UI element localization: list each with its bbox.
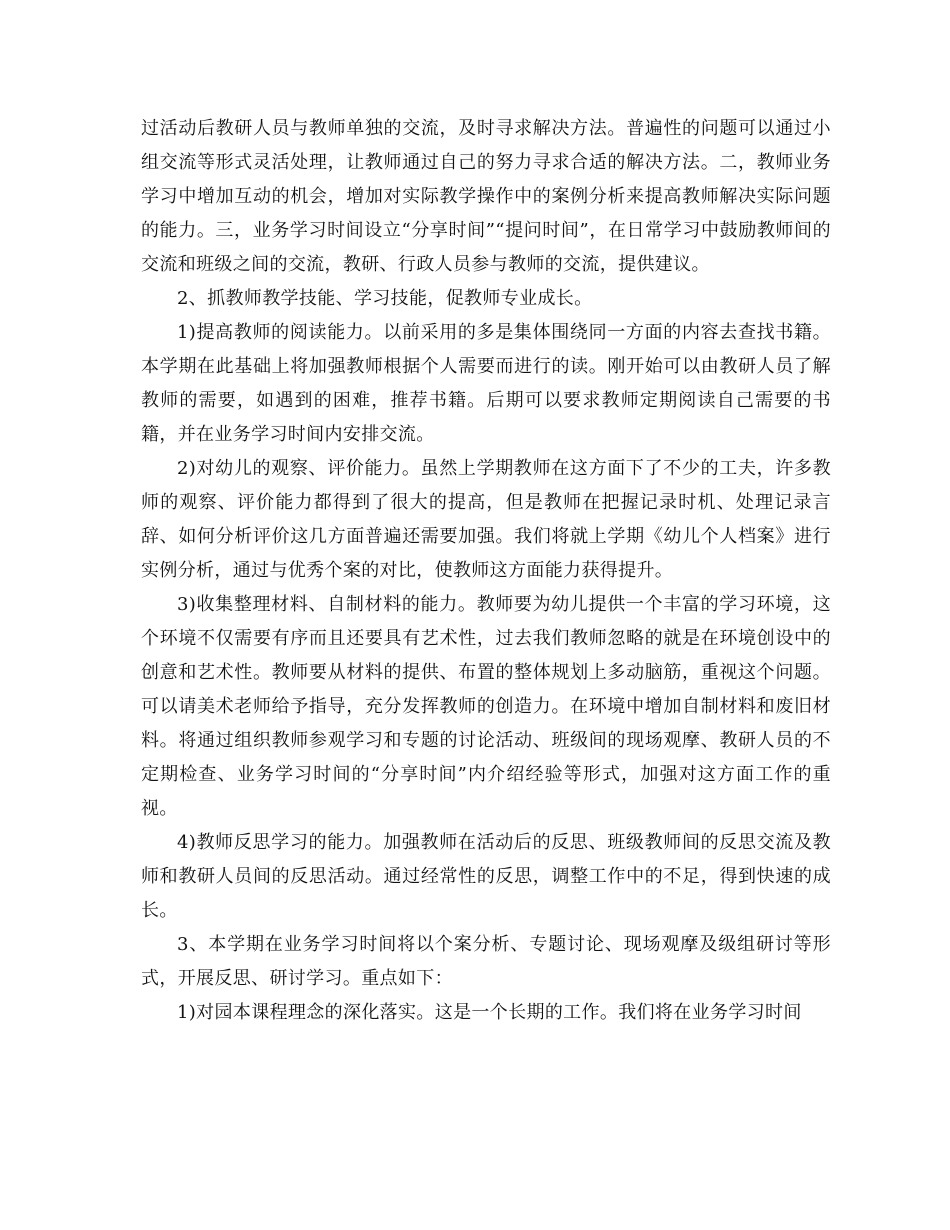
document-body [141,112,831,1030]
paragraph-continuation: 过活动后教研人员与教师单独的交流，及时寻求解决方法。普遍性的问题可以通过小组交流等形式灵活处理，让教师通过自己的努力寻求合适的解决方法。二，教师业务学习中增加互动的机会，增加对实际教学操作中的案例分析来提高教师解决实际问题的能力。三，业务学习时间设立“分享时间”“提问时间”，在日常学习中鼓励教师间的交流和班级之间的交流，教研、行政人员参与教师的交流，提供建议。 [141,118,831,275]
paragraph-section-2-heading: 2、抓教师教学技能、学习技能，促教师专业成长。 [177,288,593,309]
paragraph-reflection-ability: 4)教师反思学习的能力。加强教师在活动后的反思、班级教师间的反思交流及教师和教研人员间的反思活动。通过经常性的反思，调整工作中的不足，得到快速的成长。 [141,832,831,921]
paragraph-curriculum-concept: 1)对园本课程理念的深化落实。这是一个长期的工作。我们将在业务学习时间 [177,1002,802,1023]
paragraph-observation-ability: 2)对幼儿的观察、评价能力。虽然上学期教师在这方面下了不少的工夫，许多教师的观察、评价能力都得到了很大的提高，但是教师在把握记录时机、处理记录言辞、如何分析评价这几方面普遍还需要加强。我们将就上学期《幼儿个人档案》进行实例分析，通过与优秀个案的对比，使教师这方面能力获得提升。 [141,458,831,581]
paragraph-reading-ability: 1)提高教师的阅读能力。以前采用的多是集体围绕同一方面的内容去查找书籍。本学期在此基础上将加强教师根据个人需要而进行的读。刚开始可以由教研人员了解教师的需要，如遇到的困难，推荐书籍。后期可以要求教师定期阅读自己需要的书籍，并在业务学习时间内安排交流。 [141,322,831,445]
paragraph-section-3-heading: 3、本学期在业务学习时间将以个案分析、专题讨论、现场观摩及级组研讨等形式，开展反思、研讨学习。重点如下： [141,934,831,989]
paragraph-materials-ability: 3)收集整理材料、自制材料的能力。教师要为幼儿提供一个丰富的学习环境，这个环境不仅需要有序而且还要具有艺术性，过去我们教师忽略的就是在环境创设中的创意和艺术性。教师要从材料的提供、布置的整体规划上多动脑筋，重视这个问题。可以请美术老师给予指导，充分发挥教师的创造力。在环境中增加自制材料和废旧材料。将通过组织教师参观学习和专题的讨论活动、班级间的现场观摩、教研人员的不定期检查、业务学习时间的“分享时间”内介绍经验等形式，加强对这方面工作的重视。 [141,594,831,819]
